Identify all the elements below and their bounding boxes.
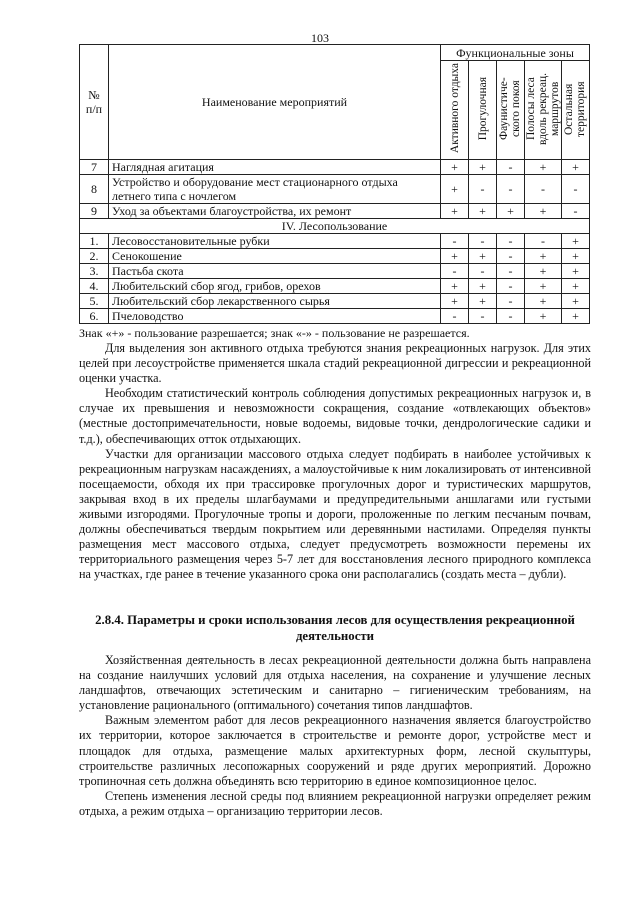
- permission-mark: -: [562, 175, 590, 204]
- permission-mark: +: [441, 160, 469, 175]
- table-header-row: [80, 45, 590, 61]
- permission-mark: +: [441, 249, 469, 264]
- permission-mark: -: [469, 264, 497, 279]
- row-number: 4.: [80, 279, 109, 294]
- table-row: [80, 249, 590, 264]
- row-number: 6.: [80, 309, 109, 324]
- table-row: [80, 309, 590, 324]
- permission-mark: -: [525, 234, 562, 249]
- permission-mark: +: [525, 264, 562, 279]
- permission-mark: +: [562, 294, 590, 309]
- permission-mark: +: [441, 175, 469, 204]
- section-title: IV. Лесопользование: [80, 219, 590, 234]
- permission-mark: +: [562, 234, 590, 249]
- paragraph: Необходим статистический контроль соблюдения допустимых рекреационных нагрузок и, в случае их превышения и невозможности сокращения, создание «отвлекающих объектов» (местные достопримечательности, новые водоемы, видовые точки, дендрологические садики и т.д.), обеспечивающих отток отдыхающих.: [79, 386, 591, 446]
- activity-name: Любительский сбор ягод, грибов, орехов: [109, 279, 441, 294]
- paragraph: Степень изменения лесной среды под влиянием рекреационной нагрузки определяет режим отдыха, а режим отдыха – организацию территории лесов.: [79, 788, 591, 818]
- permission-mark: -: [469, 309, 497, 324]
- permission-mark: -: [469, 234, 497, 249]
- permission-mark: +: [525, 160, 562, 175]
- permission-mark: +: [562, 309, 590, 324]
- permission-mark: -: [497, 264, 525, 279]
- permission-mark: -: [497, 249, 525, 264]
- activity-name: Лесовосстановительные рубки: [109, 234, 441, 249]
- permission-mark: +: [525, 294, 562, 309]
- paragraph: Хозяйственная деятельность в лесах рекреационной деятельности должна быть направлена на создание наилучших условий для отдыха населения, на сохранение и улучшение лесных ландшафтов, отвечающих эстетическим и санитарно – гигиеническим требованиям, на установление рационального (оптимального) сочетания типов ландшафтов.: [79, 653, 591, 713]
- permission-mark: +: [562, 279, 590, 294]
- page-number: 103: [311, 31, 329, 45]
- permission-mark: -: [497, 309, 525, 324]
- row-number: 3.: [80, 264, 109, 279]
- row-number: 5.: [80, 294, 109, 309]
- permission-mark: -: [441, 264, 469, 279]
- permission-mark: -: [497, 294, 525, 309]
- permission-mark: -: [562, 204, 590, 219]
- permission-mark: +: [441, 204, 469, 219]
- body-text-1: [79, 341, 591, 583]
- permission-mark: +: [441, 294, 469, 309]
- permission-mark: +: [469, 294, 497, 309]
- permission-mark: +: [469, 204, 497, 219]
- table-row: [80, 279, 590, 294]
- row-number: 1.: [80, 234, 109, 249]
- paragraph: Участки для организации массового отдыха следует подбирать в наиболее устойчивых к рекреационным нагрузкам насаждениях, а малоустойчивые к ним локализировать от интенсивной посещаемости, обходя их при трассировке прогулочных дорог и туристических маршрутов, закрывая вход в их пределы шлагбаумами и предупредительными аншлагами или густыми живыми изгородями. Прогулочные тропы и дороги, проложенные по легким песчаным почвам, должны обеспечиваться твердым покрытием или деревянными настилами. Определяя пункты размещения мест массового отдыха, следует предусмотреть возможности перемены их территориального размещения через 5-7 лет для восстановления лесного природного комплекса на участках, где ранее в течение указанного срока они располагались (создать места – дубли).: [79, 446, 591, 582]
- permission-mark: +: [525, 204, 562, 219]
- permission-mark: +: [562, 160, 590, 175]
- section-row: [80, 219, 590, 234]
- header-num: № п/п: [80, 45, 109, 160]
- table-row: [80, 294, 590, 309]
- paragraph: Для выделения зон активного отдыха требуются знания рекреационных нагрузок. Для этих целей при лесоустройстве применяется шкала стадий рекреационной дигрессии и рекреационной оценки участка.: [79, 341, 591, 386]
- row-number: 8: [80, 175, 109, 204]
- permission-mark: -: [497, 160, 525, 175]
- zone-header: Активного отдыха: [441, 61, 469, 160]
- permission-mark: -: [497, 279, 525, 294]
- permission-mark: -: [497, 175, 525, 204]
- activity-name: Любительский сбор лекарственного сырья: [109, 294, 441, 309]
- permission-mark: +: [469, 249, 497, 264]
- activity-name: Уход за объектами благоустройства, их ремонт: [109, 204, 441, 219]
- row-number: 7: [80, 160, 109, 175]
- zone-header: Прогулочная: [469, 61, 497, 160]
- activity-name: Сенокошение: [109, 249, 441, 264]
- permission-mark: +: [525, 309, 562, 324]
- table-row: [80, 234, 590, 249]
- zone-header: Остальная территория: [562, 61, 590, 160]
- permission-mark: +: [469, 160, 497, 175]
- table-row: [80, 264, 590, 279]
- header-zones-title: Функциональные зоны: [441, 45, 590, 61]
- activity-name: Пчеловодство: [109, 309, 441, 324]
- permission-mark: +: [562, 249, 590, 264]
- table-row: [80, 204, 590, 219]
- zone-header: Полосы леса вдоль рекреац. маршрутов: [525, 61, 562, 160]
- permission-mark: +: [497, 204, 525, 219]
- body-text-2: [79, 653, 591, 819]
- paragraph: Важным элементом работ для лесов рекреационного назначения является благоустройство их территории, которое заключается в строительстве и ремонте дорог, устройстве мест и площадок для отдыха, размещение малых архитектурных форм, лесной скульптуры, строительстве различных лесопожарных сооружений и ряде других мероприятий. Дорожно тропиночная сеть должна объединять всю территорию в единое композиционное целос.: [79, 713, 591, 788]
- zone-header: Фаунистиче-ского покоя: [497, 61, 525, 160]
- permission-mark: +: [441, 279, 469, 294]
- legend-note: Знак «+» - пользование разрешается; знак «-» - пользование не разрешается.: [79, 326, 470, 340]
- permission-mark: +: [525, 279, 562, 294]
- activity-name: Устройство и оборудование мест стационарного отдыха летнего типа с ночлегом: [109, 175, 441, 204]
- activity-name: Пастьба скота: [109, 264, 441, 279]
- table-row: [80, 160, 590, 175]
- permission-mark: +: [469, 279, 497, 294]
- section-heading: 2.8.4. Параметры и сроки использования лесов для осуществления рекреационной деятельности: [95, 613, 575, 643]
- permission-mark: +: [525, 249, 562, 264]
- permission-mark: -: [469, 175, 497, 204]
- permission-mark: +: [562, 264, 590, 279]
- table-row: [80, 175, 590, 204]
- permission-mark: -: [497, 234, 525, 249]
- permission-mark: -: [525, 175, 562, 204]
- recreation-zones-table: [79, 44, 590, 324]
- row-number: 2.: [80, 249, 109, 264]
- header-name: Наименование мероприятий: [109, 45, 441, 160]
- permission-mark: -: [441, 309, 469, 324]
- activity-name: Наглядная агитация: [109, 160, 441, 175]
- permission-mark: -: [441, 234, 469, 249]
- row-number: 9: [80, 204, 109, 219]
